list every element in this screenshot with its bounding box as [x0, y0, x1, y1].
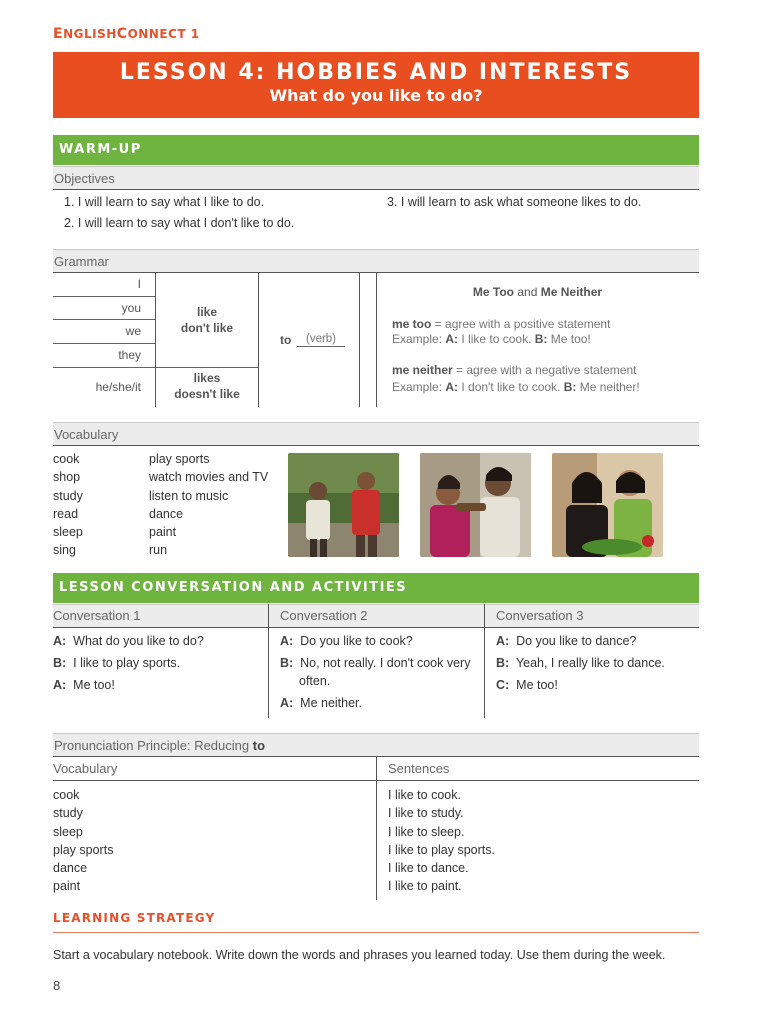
vocabulary-list-1 — [53, 450, 83, 560]
conversation-3-title: Conversation 3 — [496, 608, 584, 623]
me-neither-definition: me neither = agree with a negative statement — [392, 363, 637, 377]
verb-like: like — [196, 305, 217, 319]
vocab-word: play sports — [149, 452, 210, 466]
vocabulary-list-2 — [149, 450, 268, 560]
dialogue-line: A: Do you like to dance? — [496, 634, 637, 648]
dialogue-line: C: Me too! — [496, 678, 558, 692]
vocab-word: paint — [149, 525, 177, 540]
objective-item: 1. I will learn to say what I like to do. — [64, 195, 265, 209]
pronunciation-header: Pronunciation Principle: Reducing to — [53, 733, 699, 757]
photo-music — [420, 453, 531, 557]
dialogue-line: B: I like to play sports. — [53, 656, 181, 670]
vocab-word: listen to music — [149, 488, 229, 503]
dialogue-line: A: What do you like to do? — [53, 634, 204, 648]
lesson-banner — [53, 52, 699, 118]
pronunciation-vocab-header: Vocabulary — [53, 761, 118, 776]
me-neither-example: Example: A: I don't like to cook. B: Me neither! — [392, 380, 640, 394]
vocab-word: shop — [53, 470, 81, 485]
vocab-word: watch movies and TV — [149, 470, 269, 485]
pronoun: they — [118, 348, 141, 362]
divider — [258, 273, 259, 407]
divider — [376, 757, 377, 900]
vocab-word: sleep — [53, 525, 83, 540]
pronunciation-sentence-list — [388, 786, 495, 896]
vocab-word: paint — [53, 879, 81, 894]
vocab-word: dance — [149, 506, 184, 521]
vocab-word: run — [149, 543, 168, 558]
vocab-word: read — [53, 506, 79, 521]
verb-blank: (verb) — [297, 333, 345, 347]
vocab-word: study — [53, 488, 83, 503]
to-word: to — [280, 333, 292, 347]
vocab-word: sing — [53, 543, 76, 558]
pronunciation-vocab-list — [53, 786, 113, 896]
sentence: I like to sleep. — [388, 824, 465, 839]
objective-item: 2. I will learn to say what I don't like to do. — [64, 216, 295, 230]
lesson-subtitle: What do you like to do? — [269, 86, 483, 105]
conversation-2 — [280, 632, 478, 712]
dialogue-line: B: No, not really. I don't cook very often. — [280, 656, 471, 688]
dialogue-line: B: Yeah, I really like to dance. — [496, 656, 665, 670]
objectives-header: Objectives — [53, 166, 699, 190]
sentence: I like to paint. — [388, 879, 462, 894]
vocab-word: cook — [53, 452, 80, 466]
photo-cooking — [552, 453, 663, 557]
me-too-definition: me too = agree with a positive statement — [392, 317, 611, 331]
conversation-header-row — [53, 604, 699, 628]
divider — [53, 296, 155, 297]
dialogue-line: A: Me too! — [53, 678, 115, 692]
dialogue-line: A: Do you like to cook? — [280, 634, 413, 648]
lesson-header: LESSON CONVERSATION AND ACTIVITIES — [53, 573, 699, 603]
divider — [268, 604, 269, 718]
divider — [484, 604, 485, 718]
vocab-word: study — [53, 806, 83, 821]
divider — [53, 932, 699, 933]
sentence: I like to play sports. — [388, 842, 495, 857]
verb-dont-like: don't like — [180, 321, 234, 335]
pronoun: I — [137, 277, 141, 291]
verb-doesnt-like: doesn't like — [174, 387, 240, 401]
vocab-word: play sports — [53, 842, 114, 857]
grammar-table — [53, 273, 699, 407]
conversation-1-title: Conversation 1 — [53, 608, 141, 623]
lesson-title: LESSON 4: HOBBIES AND INTERESTS — [119, 60, 633, 85]
learning-strategy-text: Start a vocabulary notebook. Write down the words and phrases you learned today. Use them during the week. — [53, 948, 666, 962]
vocab-word: cook — [53, 788, 80, 802]
warmup-header: WARM-UP — [53, 135, 699, 165]
me-too-title: Me Too and Me Neither — [472, 285, 603, 299]
grammar-header: Grammar — [53, 249, 699, 273]
objective-item: 3. I will learn to ask what someone likes to do. — [387, 195, 642, 209]
pronoun: he/she/it — [95, 380, 141, 394]
divider — [53, 343, 155, 344]
dialogue-line: A: Me neither. — [280, 696, 362, 710]
me-too-example: Example: A: I like to cook. B: Me too! — [392, 332, 591, 346]
conversation-1 — [53, 632, 263, 694]
photo-sports — [288, 453, 399, 557]
verb-likes: likes — [193, 371, 221, 385]
vocabulary-header: Vocabulary — [53, 422, 699, 446]
pronoun: you — [121, 301, 141, 315]
sentence: I like to study. — [388, 806, 464, 821]
sentence: I like to dance. — [388, 861, 469, 876]
page-number: 8 — [53, 978, 61, 993]
pronoun: we — [125, 324, 141, 338]
vocab-word: sleep — [53, 824, 83, 839]
learning-strategy-title: LEARNING STRATEGY — [53, 911, 216, 925]
vocab-word: dance — [53, 861, 88, 876]
conversation-2-title: Conversation 2 — [280, 608, 368, 623]
divider — [359, 273, 360, 407]
divider — [53, 319, 155, 320]
brand-name: ENGLISHCONNECT 1 — [53, 26, 200, 42]
conversation-3 — [496, 632, 696, 694]
pronunciation-sentences-header: Sentences — [388, 761, 450, 776]
sentence: I like to cook. — [388, 788, 461, 802]
